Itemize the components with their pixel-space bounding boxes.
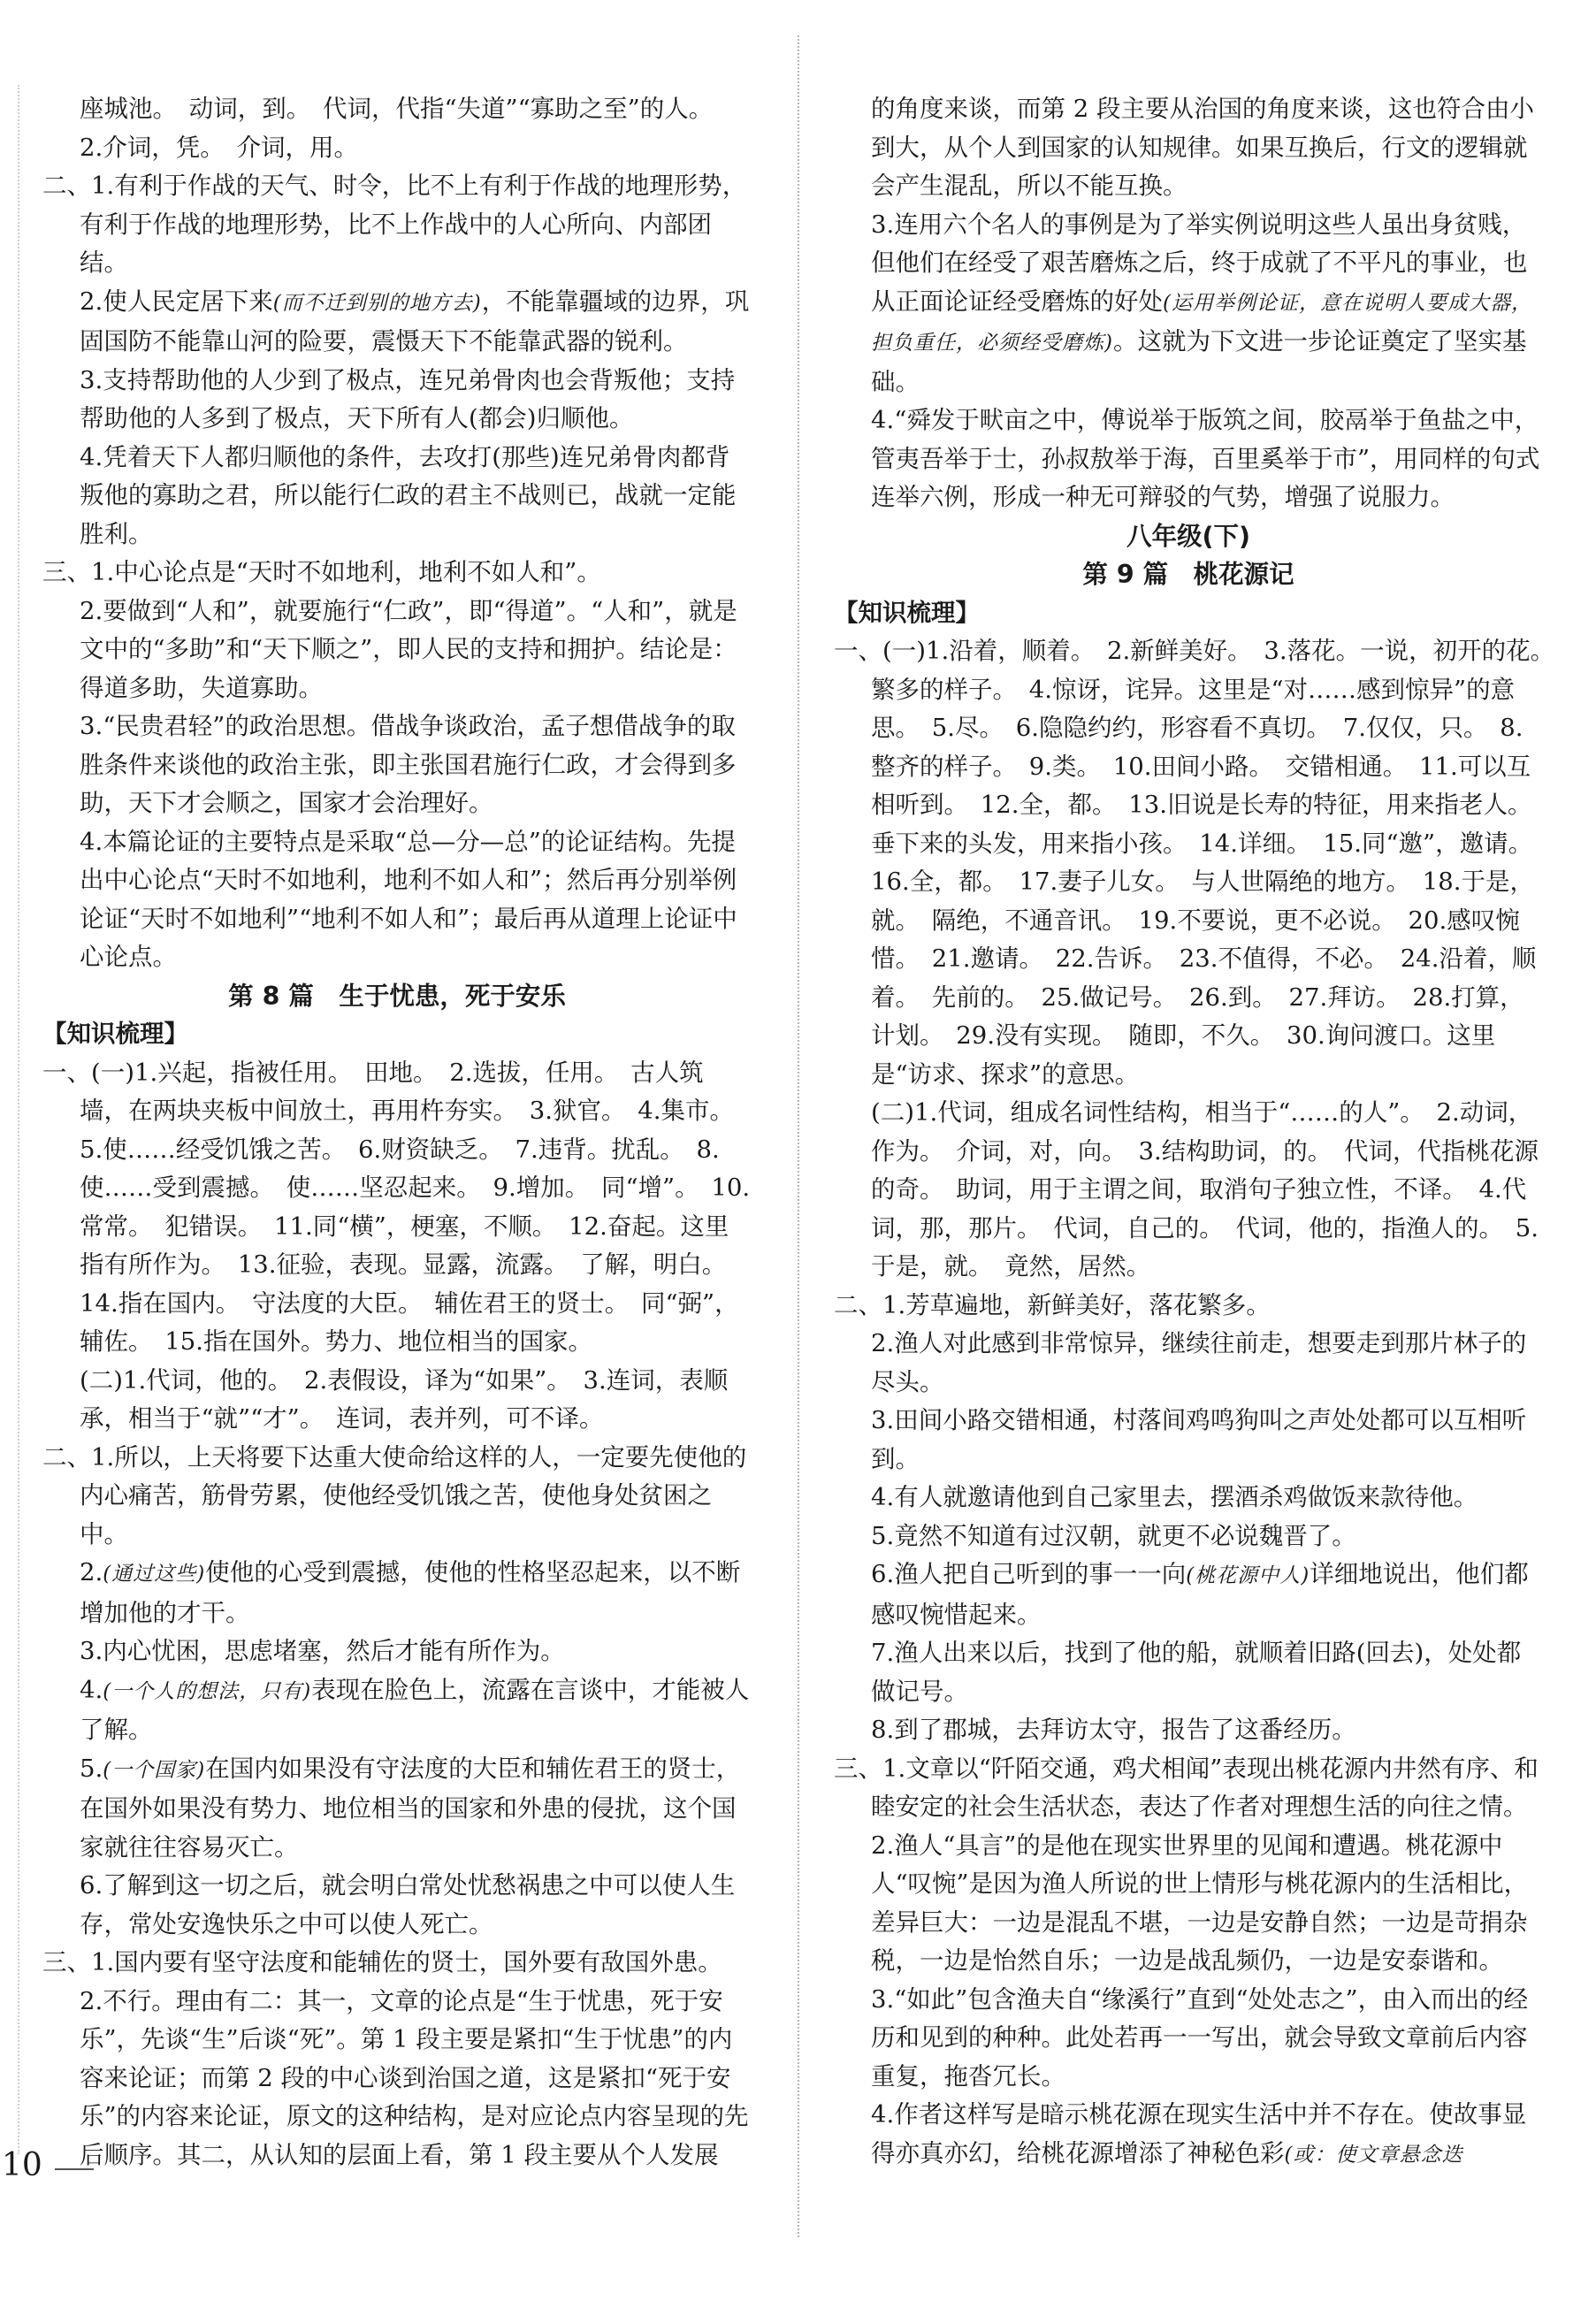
answer-paragraph: 4.凭着天下人都归顺他的条件，去攻打(那些)连兄弟骨肉都背叛他的寡助之君，所以能行仁政的君主不战则已，战就一定能胜利。: [80, 442, 737, 548]
answer-paragraph: 5.竟然不知道有过汉朝，就更不必说魏晋了。: [871, 1521, 1356, 1550]
answer-paragraph: 三、1.文章以“阡陌交通，鸡犬相闻”表现出桃花源内井然有序、和睦安定的社会生活状态，表达了作者对理想生活的向往之情。: [834, 1754, 1539, 1821]
supplement-note: (一个人的想法，只有): [103, 1679, 312, 1703]
answer-paragraph: 4.有人就邀请他到自己家里去，摆酒杀鸡做饭来款待他。: [871, 1483, 1478, 1511]
answer-paragraph: 二、1.芳草遍地，新鲜美好，落花繁多。: [834, 1290, 1271, 1319]
answer-text: 4.: [80, 1675, 103, 1704]
answer-paragraph: 2.介词，凭。 介词，用。: [80, 133, 358, 162]
answer-text: 在国内如果没有守法度的大臣和辅佐君王的贤士，在国外如果没有势力、地位相当的国家和外患的侵扰，这个国家就往往容易灭亡。: [80, 1754, 741, 1861]
section-tag: 【知识梳理】: [834, 598, 980, 627]
answer-paragraph: 三、1.中心论点是“天时不如地利，地利不如人和”。: [42, 558, 601, 586]
answer-paragraph: 二、1.有利于作战的天气、时令，比不上有利于作战的地理形势，有利于作战的地理形势，比不上作战中的人心所向、内部团结。: [42, 172, 747, 277]
answer-paragraph: 一、(一)1.沿着，顺着。 2.新鲜美好。 3.落花。一说，初开的花。 繁多的样子。 4.惊讶，诧异。这里是“对……感到惊异”的意思。 5.尽。 6.隐隐约约，形容看不真切。 7.仅仅，只。 8.整齐的样子。 9.类。 10.田间小路。 交错相通。 11.可以互相听到。 12.全，都。 13.旧说是长寿的特征，用来指老人。 垂下来的头发，用来指小孩。 14.详细。 15.同“邀”，邀请。 16.全，都。 17.妻子儿女。 与人世隔绝的地方。 18.于是，就。 隔绝，不通音讯。 19.不要说，更不必说。 20.感叹惋惜。 21.邀请。 22.告诉。 23.不值得，不必。 24.沿着，顺着。 先前的。 25.做记号。 26.到。 27.拜访。 28.打算，计划。 29.没有实现。 随即，不久。 30.询问渡口。这里是“访求、探求”的意思。: [834, 637, 1567, 1089]
supplement-note: (或：使文章悬念迭: [1284, 2143, 1463, 2167]
answer-paragraph: [834, 1556, 1543, 1634]
answer-text: 。这就为下文进一步论证奠定了坚实基础。: [871, 327, 1527, 396]
answer-paragraph: [42, 1750, 752, 1868]
answer-paragraph: 3.田间小路交错相通，村落间鸡鸣狗叫之声处处都可以互相听到。: [871, 1406, 1527, 1473]
section-heading: 第 8 篇 生于忧患，死于安乐: [228, 981, 566, 1011]
section-heading: 第 9 篇 桃花源记: [1082, 560, 1294, 589]
supplement-note: (而不迁到别的地方去): [272, 291, 482, 315]
answer-paragraph: 8.到了郡城，去拜访太守，报告了这番经历。: [871, 1716, 1356, 1744]
answer-text: 2.: [80, 1558, 103, 1586]
page-number-dash: [55, 2168, 94, 2170]
answer-paragraph: (二)1.代词，他的。 2.表假设，译为“如果”。 3.连词，表顺承，相当于“就”“才”。 连词，表并列，可不译。: [80, 1365, 729, 1433]
answer-text: 3.连用六个名人的事例是为了举实例说明这些人虽出身贫贱，但他们在经受了艰苦磨炼之后，终于成就了不平凡的事业，也从正面论证经受磨炼的好处: [871, 210, 1528, 316]
answer-paragraph: [42, 1554, 752, 1632]
answer-paragraph: [834, 206, 1543, 402]
answer-paragraph: (二)1.代词，组成名词性结构，相当于“……的人”。 2.动词，作为。 介词，对，向。 3.结构助词，的。 代词，代指桃花源的奇。 助词，用于主谓之间，取消句子独立性，不译。 4.代词，那，那片。 代词，自己的。 代词，他的，指渔人的。 5.于是，就。 竟然，居然。: [871, 1098, 1539, 1280]
answer-paragraph: 4.“舜发于畎亩之中，傅说举于版筑之间，胶鬲举于鱼盐之中，管夷吾举于士，孙叔敖举于海，百里奚举于市”，用同样的句式连举六例，形成一种无可辩驳的气势，增强了说服力。: [871, 406, 1540, 511]
answer-paragraph: 二、1.所以，上天将要下达重大使命给这样的人，一定要先使他的内心痛苦，筋骨劳累，使他经受饥饿之苦，使他身处贫困之中。: [42, 1442, 747, 1548]
answer-paragraph: 2.要做到“人和”，就要施行“仁政”，即“得道”。“人和”，就是文中的“多助”和“天下顺之”，即人民的支持和拥护。结论是：得道多助，失道寡助。: [80, 596, 737, 702]
supplement-note: (一个国家): [103, 1758, 206, 1782]
page-number: 10: [2, 2147, 42, 2183]
answer-paragraph: [834, 2096, 1543, 2175]
answer-paragraph: 6.了解到这一切之后，就会明白常处忧愁祸患之中可以使人生存，常处安逸快乐之中可以使人死亡。: [80, 1871, 736, 1938]
answer-text: 4.作者这样写是暗示桃花源在现实生活中并不存在。使故事显得亦真亦幻，给桃花源增添了神秘色彩: [871, 2100, 1527, 2167]
supplement-note: (通过这些): [103, 1563, 206, 1586]
supplement-note: (运用举例论证，意在说明人要成大器，担负重任，必须经受磨炼): [871, 291, 1532, 355]
section-tag: 【知识梳理】: [42, 1020, 188, 1048]
right-column: [834, 90, 1567, 2175]
answer-paragraph: 3.“民贵君轻”的政治思想。借战争谈政治，孟子想借战争的取胜条件来谈他的政治主张，即主张国君施行仁政，才会得到多助，天下才会顺之，国家才会治理好。: [80, 712, 737, 817]
answer-text: 表现在脸色上，流露在言谈中，才能被人了解。: [80, 1675, 750, 1744]
answer-text: ，不能靠疆域的边界，巩固国防不能靠山河的险要，震慑天下不能靠武器的锐利。: [80, 287, 750, 355]
column-divider: [798, 35, 799, 2237]
section-heading: 八年级(下): [1126, 521, 1251, 551]
answer-text: 6.渔人把自己听到的事一一向: [871, 1560, 1187, 1588]
answer-paragraph: 座城池。 动词，到。 代词，代指“失道”“寡助之至”的人。: [80, 95, 714, 123]
answer-paragraph: 2.不行。理由有二：其一，文章的论点是“生于忧患，死于安乐”，先谈“生”后谈“死”。第 1 段主要是紧扣“生于忧患”的内容来论证；而第 2 段的中心谈到治国之道，这是紧扣“死于安乐”的内容来论证，原文的这种结构，是对应论点内容呈现的先后顺序。其二，从认知的层面上看，第 1 段主要从个人发展: [80, 1986, 749, 2169]
answer-text: 2.使人民定居下来: [80, 287, 273, 316]
answer-paragraph: 3.“如此”包含渔夫自“缘溪行”直到“处处志之”，由入而出的经历和见到的种种。此处若再一一写出，就会导致文章前后内容重复，拖沓冗长。: [871, 1984, 1529, 2091]
answer-paragraph: 一、(一)1.兴起，指被任用。 田地。 2.选拔，任用。 古人筑墙，在两块夹板中间放土，再用杵夯实。 3.狱官。 4.集市。 5.使……经受饥饿之苦。 6.财资缺乏。 7.违背。扰乱。 8.使……受到震撼。 使……坚忍起来。 9.增加。 同“增”。 10.常常。 犯错误。 11.同“横”，梗塞，不顺。 12.奋起。这里指有所作为。 13.征验，表现。显露，流露。 了解，明白。 14.指在国内。 守法度的大臣。 辅佐君王的贤士。 同“弼”，辅佐。 15.指在国外。势力、地位相当的国家。: [42, 1058, 751, 1356]
supplement-note: (桃花源中人): [1186, 1564, 1310, 1587]
answer-text: 5.: [80, 1754, 103, 1783]
answer-paragraph: 4.本篇论证的主要特点是采取“总—分—总”的论证结构。先提出中心论点“天时不如地利，地利不如人和”；然后再分别举例论证“天时不如地利”“地利不如人和”；最后再从道理上论证中心论点。: [80, 827, 737, 971]
answer-paragraph: 三、1.国内要有坚守法度和能辅佐的贤士，国外要有敌国外患。: [42, 1948, 722, 1976]
answer-paragraph: 3.内心忧困，思虑堵塞，然后才能有所作为。: [80, 1637, 565, 1665]
answer-paragraph: 的角度来谈，而第 2 段主要从治国的角度来谈，这也符合由小到大，从个人到国家的认知规律。如果互换后，行文的逻辑就会产生混乱，所以不能互换。: [871, 95, 1534, 200]
answer-paragraph: 7.渔人出来以后，找到了他的船，就顺着旧路(回去)，处处都做记号。: [871, 1639, 1522, 1706]
answer-paragraph: [42, 1671, 752, 1750]
answer-paragraph: 2.渔人“具言”的是他在现实世界里的见闻和遭遇。桃花源中人“叹惋”是因为渔人所说的世上情形与桃花源内的生活相比，差异巨大：一边是混乱不堪，一边是安静自然；一边是苛捐杂税，一边是怡然自乐；一边是战乱频仍，一边是安泰谐和。: [871, 1831, 1529, 1975]
left-edge-dotted-line: [18, 85, 19, 2154]
answer-text: 详细地说出，他们都感叹惋惜起来。: [871, 1560, 1529, 1629]
answer-text: 使他的心受到震撼，使他的性格坚忍起来，以不断增加他的才干。: [80, 1558, 741, 1627]
left-column: [42, 90, 752, 2175]
answer-paragraph: 2.渔人对此感到非常惊异，继续往前走，想要走到那片林子的尽头。: [871, 1329, 1527, 1396]
answer-paragraph: [42, 283, 752, 362]
answer-paragraph: 3.支持帮助他的人少到了极点，连兄弟骨肉也会背叛他；支持帮助他的人多到了极点，天下所有人(都会)归顺他。: [80, 365, 736, 432]
